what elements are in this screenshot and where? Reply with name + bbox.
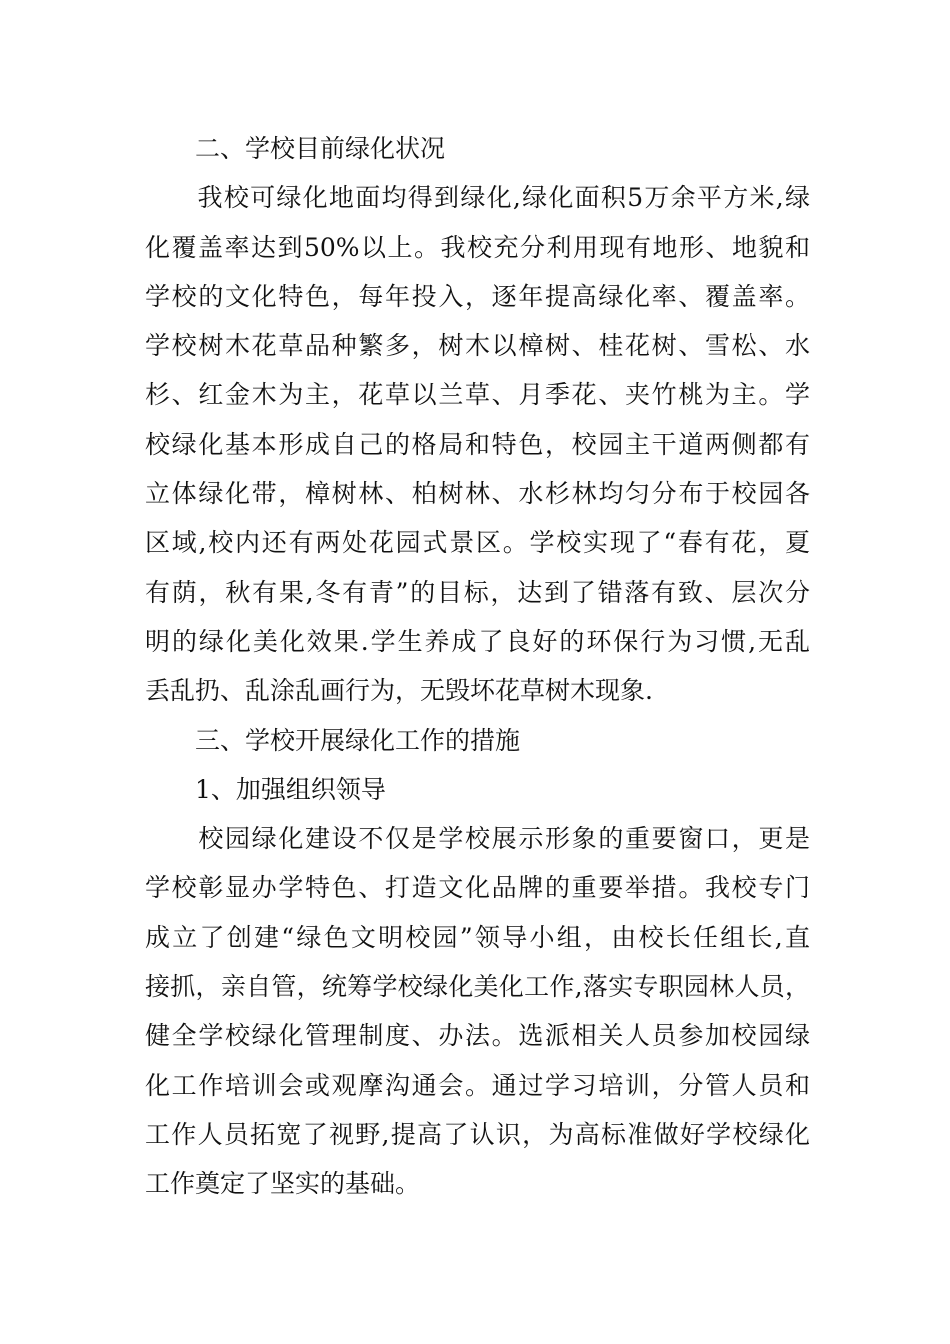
paragraph-line: 明的绿化美化效果.学生养成了良好的环保行为习惯,无乱 [145,626,810,656]
paragraph-line: 杉、红金木为主，花草以兰草、月季花、夹竹桃为主。学 [145,380,810,410]
section-heading-3: 三、学校开展绿化工作的措施 [145,725,521,755]
paragraph-line: 成立了创建“绿色文明校园”领导小组，由校长任组长,直 [145,922,810,952]
paragraph-line: 学校树木花草品种繁多，树木以樟树、桂花树、雪松、水 [145,331,810,361]
paragraph-line: 化覆盖率达到50%以上。我校充分利用现有地形、地貌和 [145,232,810,262]
paragraph-line: 我校可绿化地面均得到绿化,绿化面积5万余平方米,绿 [145,183,810,213]
section-heading-2: 二、学校目前绿化状况 [145,134,446,163]
paragraph-line: 工作人员拓宽了视野,提高了认识，为高标准做好学校绿化 [145,1119,810,1149]
paragraph-line: 接抓，亲自管，统筹学校绿化美化工作,落实专职园林人员， [145,972,810,1002]
paragraph-line: 健全学校绿化管理制度、办法。选派相关人员参加校园绿 [145,1021,810,1051]
paragraph-line: 有荫，秋有果,冬有青”的目标，达到了错落有致、层次分 [145,577,810,607]
document-body [145,124,810,1209]
paragraph-line: 区域,校内还有两处花园式景区。学校实现了“春有花，夏 [145,528,810,558]
paragraph-line: 化工作培训会或观摩沟通会。通过学习培训，分管人员和 [145,1070,810,1100]
paragraph-line: 学校的文化特色，每年投入，逐年提高绿化率、覆盖率。 [145,281,810,311]
subsection-heading-1: 1、加强组织领导 [145,774,386,804]
paragraph-line: 校园绿化建设不仅是学校展示形象的重要窗口，更是 [145,824,810,854]
paragraph-line: 学校彰显办学特色、打造文化品牌的重要举措。我校专门 [145,873,810,903]
paragraph-line: 丢乱扔、乱涂乱画行为，无毁坏花草树木现象. [145,676,653,706]
paragraph-line: 立体绿化带，樟树林、柏树林、水杉林均匀分布于校园各 [145,479,810,509]
paragraph-line: 校绿化基本形成自己的格局和特色，校园主干道两侧都有 [145,429,810,459]
paragraph-line: 工作奠定了坚实的基础。 [145,1169,421,1199]
